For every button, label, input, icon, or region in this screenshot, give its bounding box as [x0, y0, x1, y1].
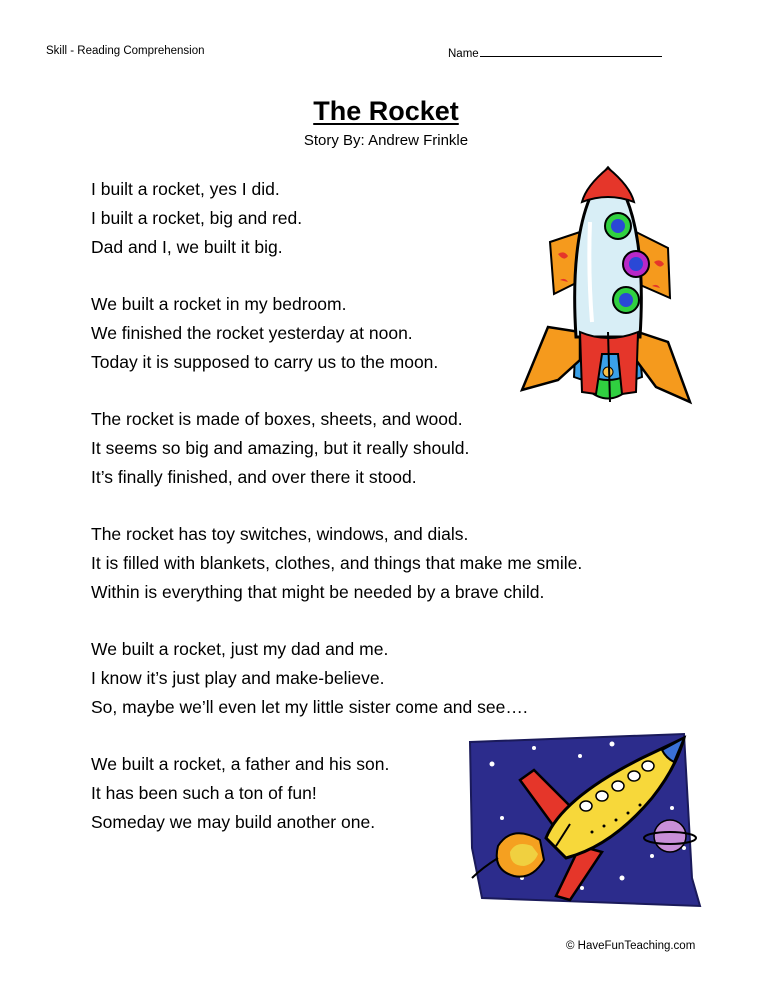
- rocket-in-space-clipart: [462, 728, 710, 910]
- poem-stanza: [91, 175, 582, 262]
- poem-line: Within is everything that might be needed by a brave child.: [91, 582, 545, 602]
- poem-stanza: [91, 635, 582, 722]
- poem-line: I know it’s just play and make-believe.: [91, 668, 385, 688]
- poem-stanza: [91, 290, 582, 377]
- story-byline: Story By: Andrew Frinkle: [303, 132, 469, 149]
- poem-line: Someday we may build another one.: [91, 812, 376, 832]
- poem-stanza: [91, 405, 582, 492]
- name-field[interactable]: [448, 45, 662, 60]
- poem-line: It’s finally finished, and over there it stood.: [91, 467, 417, 487]
- poem-line: The rocket has toy switches, windows, and dials.: [91, 524, 469, 544]
- poem-line: We built a rocket, just my dad and me.: [91, 639, 389, 659]
- rocket-clipart: [518, 162, 696, 422]
- poem-line: I built a rocket, yes I did.: [91, 179, 280, 199]
- skill-label: Skill - Reading Comprehension: [46, 45, 205, 57]
- name-label: Name: [448, 48, 479, 60]
- page-title: The Rocket: [313, 96, 459, 126]
- poem-line: It is filled with blankets, clothes, and things that make me smile.: [91, 553, 583, 573]
- poem-line: We built a rocket, a father and his son.: [91, 754, 390, 774]
- poem-line: It seems so big and amazing, but it really should.: [91, 438, 470, 458]
- poem-line: It has been such a ton of fun!: [91, 783, 317, 803]
- poem-line: We finished the rocket yesterday at noon.: [91, 323, 413, 343]
- copyright-footer: © HaveFunTeaching.com: [566, 940, 696, 952]
- poem-line: Today it is supposed to carry us to the moon.: [91, 352, 439, 372]
- poem-stanza: [91, 520, 582, 607]
- name-blank-line[interactable]: [480, 45, 662, 57]
- poem-line: I built a rocket, big and red.: [91, 208, 303, 228]
- poem-line: We built a rocket in my bedroom.: [91, 294, 347, 314]
- poem-line: The rocket is made of boxes, sheets, and wood.: [91, 409, 463, 429]
- poem-line: Dad and I, we built it big.: [91, 237, 283, 257]
- poem-line: So, maybe we’ll even let my little sister come and see….: [91, 697, 528, 717]
